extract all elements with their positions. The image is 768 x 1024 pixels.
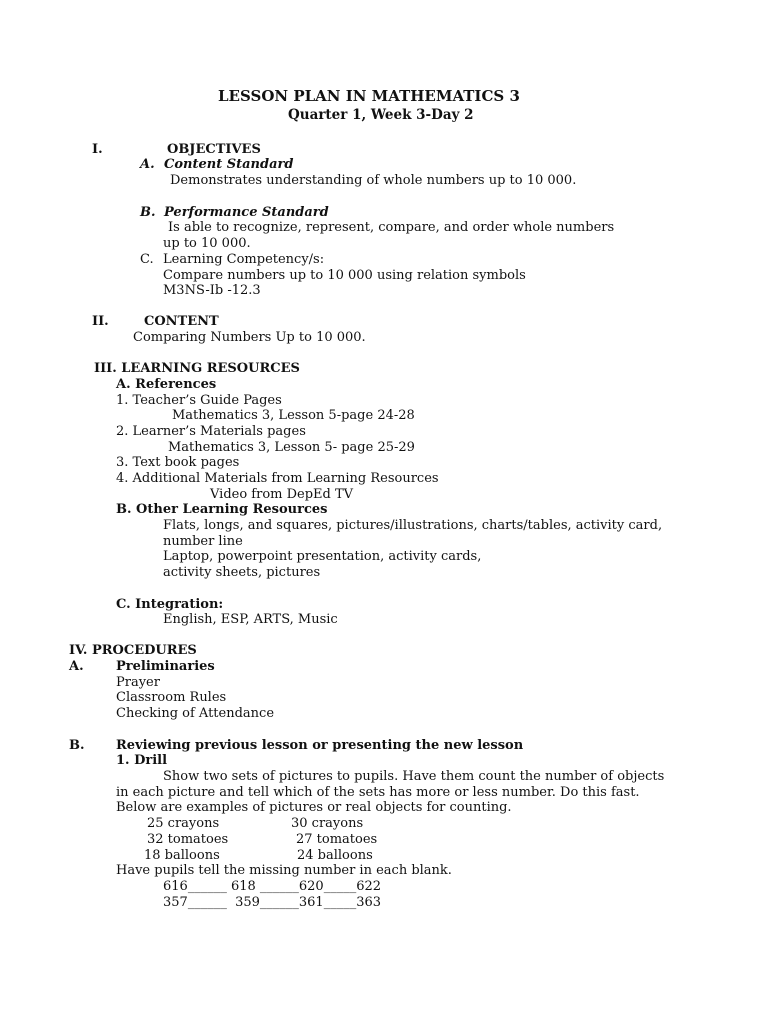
drill-line2: in each picture and tell which of the sets has more or less number. Do this fast. bbox=[116, 785, 640, 800]
reference-additional-detail: Video from DepEd TV bbox=[210, 487, 354, 502]
reference-additional-materials: 4. Additional Materials from Learning Resources bbox=[116, 471, 439, 486]
pair-right: 27 tomatoes bbox=[296, 832, 378, 847]
references-heading: A. References bbox=[116, 377, 217, 392]
content-standard-label: Content Standard bbox=[164, 157, 294, 172]
section-number-objectives: I. bbox=[92, 142, 103, 157]
reference-learners-materials: 2. Learner’s Materials pages bbox=[116, 424, 306, 439]
reference-textbook: 3. Text book pages bbox=[116, 455, 240, 470]
pair-right: 24 balloons bbox=[297, 848, 373, 863]
content-text: Comparing Numbers Up to 10 000. bbox=[133, 330, 366, 345]
other-resources-line3: Laptop, powerpoint presentation, activity cards, bbox=[163, 549, 482, 564]
performance-standard-line2: up to 10 000. bbox=[163, 236, 251, 251]
integration-text: English, ESP, ARTS, Music bbox=[163, 612, 338, 627]
pair-left: 18 balloons bbox=[144, 848, 220, 863]
other-resources-line1: Flats, longs, and squares, pictures/illustrations, charts/tables, activity card, bbox=[163, 518, 663, 533]
document-subtitle: Quarter 1, Week 3-Day 2 bbox=[288, 107, 474, 123]
performance-standard-letter: B. bbox=[140, 205, 156, 220]
document-title: LESSON PLAN IN MATHEMATICS 3 bbox=[218, 87, 520, 105]
section-heading-procedures: IV. PROCEDURES bbox=[69, 643, 197, 658]
pair-left: 32 tomatoes bbox=[147, 832, 229, 847]
preliminaries-item: Classroom Rules bbox=[116, 690, 227, 705]
preliminaries-letter: A. bbox=[69, 659, 84, 674]
section-heading-resources: III. LEARNING RESOURCES bbox=[94, 361, 300, 376]
other-resources-line2: number line bbox=[163, 534, 243, 549]
section-heading-objectives: OBJECTIVES bbox=[167, 142, 261, 157]
other-resources-heading: B. Other Learning Resources bbox=[116, 502, 328, 517]
drill-line3: Below are examples of pictures or real objects for counting. bbox=[116, 800, 512, 815]
drill-heading: 1. Drill bbox=[116, 753, 168, 768]
pair-left: 25 crayons bbox=[147, 816, 220, 831]
content-standard-letter: A. bbox=[140, 157, 155, 172]
content-standard-text: Demonstrates understanding of whole numbers up to 10 000. bbox=[170, 173, 577, 188]
reference-learners-materials-detail: Mathematics 3, Lesson 5- page 25-29 bbox=[168, 440, 415, 455]
section-heading-content: CONTENT bbox=[144, 314, 219, 329]
missing-number-row: 616______ 618 ______620_____622 bbox=[163, 879, 382, 894]
drill-line1: Show two sets of pictures to pupils. Have them count the number of objects bbox=[163, 769, 665, 784]
review-letter: B. bbox=[69, 738, 85, 753]
performance-standard-label: Performance Standard bbox=[164, 205, 329, 220]
competency-code: M3NS-Ib -12.3 bbox=[163, 283, 261, 298]
preliminaries-item: Prayer bbox=[116, 675, 160, 690]
competency-line1: Compare numbers up to 10 000 using relation symbols bbox=[163, 268, 526, 283]
integration-heading: C. Integration: bbox=[116, 597, 224, 612]
reference-teachers-guide: 1. Teacher’s Guide Pages bbox=[116, 393, 282, 408]
pair-right: 30 crayons bbox=[291, 816, 364, 831]
review-heading: Reviewing previous lesson or presenting the new lesson bbox=[116, 738, 524, 753]
preliminaries-heading: Preliminaries bbox=[116, 659, 215, 674]
reference-teachers-guide-detail: Mathematics 3, Lesson 5-page 24-28 bbox=[172, 408, 415, 423]
missing-number-row: 357______ 359______361_____363 bbox=[163, 895, 382, 910]
competency-letter: C. bbox=[140, 252, 154, 267]
performance-standard-line1: Is able to recognize, represent, compare, and order whole numbers bbox=[168, 220, 615, 235]
section-number-content: II. bbox=[92, 314, 109, 329]
missing-number-intro: Have pupils tell the missing number in each blank. bbox=[116, 863, 452, 878]
competency-label: Learning Competency/s: bbox=[163, 252, 325, 267]
other-resources-line4: activity sheets, pictures bbox=[163, 565, 321, 580]
preliminaries-item: Checking of Attendance bbox=[116, 706, 275, 721]
